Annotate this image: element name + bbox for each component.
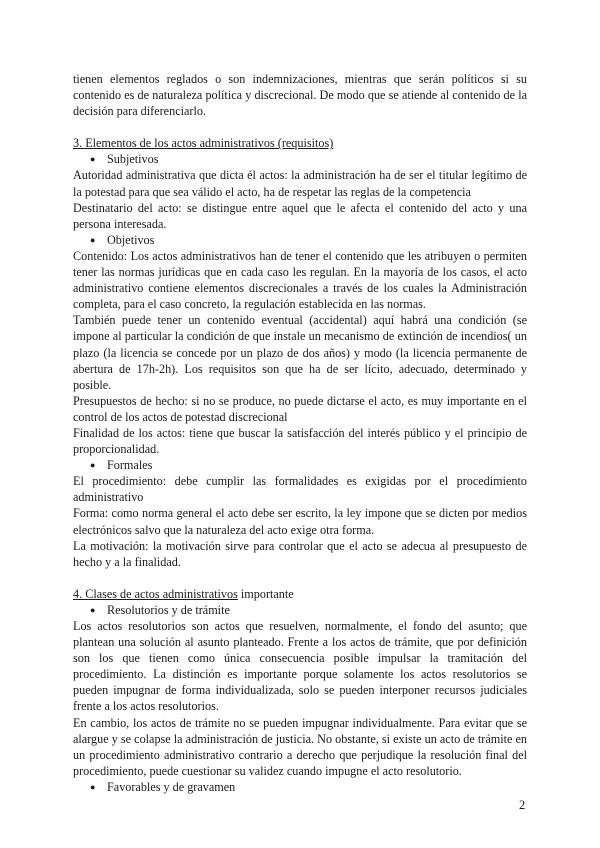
paragraph-motivacion: La motivación: la motivación sirve para controlar que el acto se adecua al presupuesto de hecho y a la finalidad. bbox=[73, 538, 527, 569]
bullet-objetivos bbox=[73, 232, 527, 248]
bullet-subjetivos bbox=[73, 151, 527, 167]
bullet-label: Resolutorios y de trámite bbox=[107, 602, 230, 617]
bullet-icon: ● bbox=[90, 460, 96, 471]
paragraph-procedimiento: El procedimiento: debe cumplir las formalidades es exigidas por el procedimiento administrativo bbox=[73, 474, 527, 505]
bullet-label: Objetivos bbox=[107, 232, 155, 247]
page-number: 2 bbox=[519, 798, 526, 812]
bullet-formales bbox=[73, 457, 527, 473]
section-3-heading-text: 3. Elementos de los actos administrativos (requisitos) bbox=[73, 136, 334, 151]
section-4-heading-text: 4. Clases de actos administrativos bbox=[73, 586, 238, 601]
bullet-favorables bbox=[73, 779, 527, 795]
page-content bbox=[73, 71, 527, 795]
paragraph-destinatario: Destinatario del acto: se distingue entre aquel que le afecta el contenido del acto y una persona interesada. bbox=[73, 200, 527, 231]
paragraph-contenido: Contenido: Los actos administrativos han de tener el contenido que les atribuyen o permiten tener las normas jurídicas que en cada caso les regulan. En la mayoría de los casos, el acto administrativo contiene elementos discrecionales a través de los cuales la Administración completa, para el caso concreto, la regulación establecida en las normas. bbox=[73, 248, 527, 312]
paragraph-actos-tramite: En cambio, los actos de trámite no se pueden impugnar individualmente. Para evitar que se alargue y se colapse la administración de justicia. No obstante, si existe un acto de trámite en un procedimiento administrativo contrario a derecho que perjudique la resolución final del procedimiento, puede cuestionar su validez cuando impugne el acto resolutorio. bbox=[73, 715, 527, 778]
paragraph-forma: Forma: como norma general el acto debe ser escrito, la ley impone que se dicten por medios electrónicos salvo que la naturaleza del acto exige otra forma. bbox=[73, 506, 527, 537]
bullet-icon: ● bbox=[90, 154, 96, 165]
bullet-icon: ● bbox=[90, 781, 96, 792]
paragraph-actos-resolutorios: Los actos resolutorios son actos que resuelven, normalmente, el fondo del asunto; que plantean una solución al asunto planteado. Frente a los actos de trámite, que por definición son los que tienen como única consecuencia posible impulsar la tramitación del procedimiento. La distinción es importante porque solamente los actos resolutorios se pueden impugnar de forma individualizada, solo se pueden interponer recursos judiciales frente a los actos resolutorios. bbox=[73, 619, 527, 714]
bullet-icon: ● bbox=[90, 234, 96, 245]
spacer bbox=[73, 119, 527, 135]
paragraph-contenido-eventual: También puede tener un contenido eventual (accidental) aquí habrá una condición (se impone al particular la condición de que instale un mecanismo de extinción de incendios( un plazo (la licencia se concede por un plazo de dos años) y modo (la licencia permanente de abertura de 17h-2h). Los requisitos son que ha de ser lícito, adecuado, determinado y posible. bbox=[73, 313, 527, 392]
bullet-label: Formales bbox=[107, 458, 153, 473]
bullet-label: Subjetivos bbox=[107, 152, 159, 167]
section-4-heading-note: importante bbox=[237, 586, 294, 601]
paragraph-finalidad: Finalidad de los actos: tiene que buscar la satisfacción del interés público y el principio de proporcionalidad. bbox=[73, 425, 527, 457]
paragraph-autoridad: Autoridad administrativa que dicta él actos: la administración ha de ser el titular legítimo de la potestad para que sea válido el acto, ha de respetar las reglas de la competencia bbox=[73, 168, 527, 199]
section-4-heading bbox=[73, 586, 527, 602]
spacer bbox=[73, 570, 527, 586]
bullet-label: Favorables y de gravamen bbox=[107, 779, 236, 794]
paragraph-presupuestos: Presupuestos de hecho: si no se produce, no puede dictarse el acto, es muy importante en el control de los actos de potestad discrecional bbox=[73, 393, 527, 424]
intro-paragraph: tienen elementos reglados o son indemnizaciones, mientras que serán políticos si su contenido es de naturaleza política y discrecional. De modo que se atiende al contenido de la decisión para diferenciarlo. bbox=[73, 72, 527, 119]
bullet-resolutorios bbox=[73, 602, 527, 618]
bullet-icon: ● bbox=[90, 604, 96, 615]
section-3-heading bbox=[73, 135, 527, 151]
